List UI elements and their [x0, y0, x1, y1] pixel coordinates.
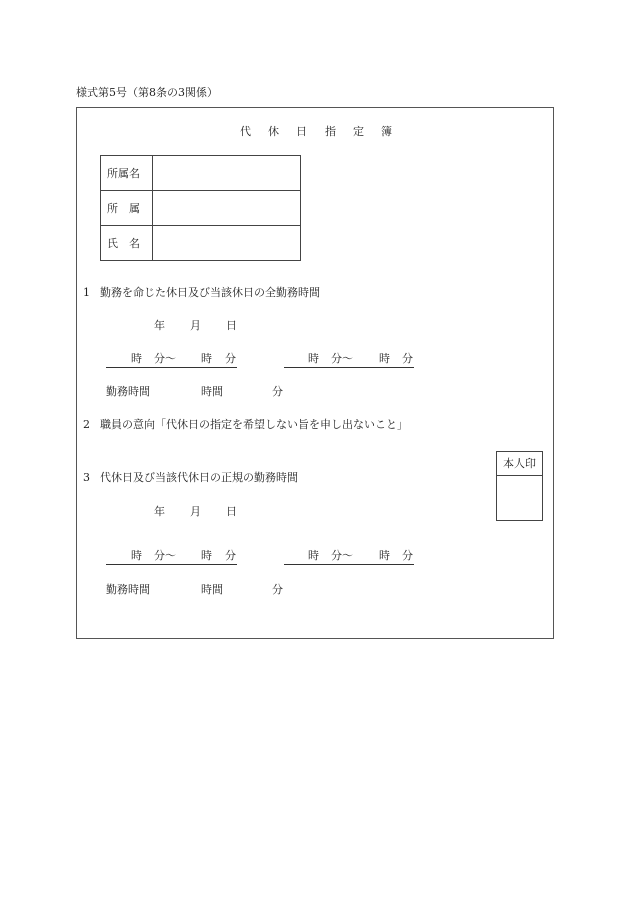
section3-work-minutes-unit: 分: [272, 583, 283, 596]
title-char-5: 定: [353, 125, 364, 138]
section2-text: 職員の意向「代休日の指定を希望しない旨を申し出ないこと」: [100, 418, 408, 431]
info-row-department: [101, 156, 301, 191]
section2-number: 2: [83, 418, 90, 431]
section3-number: 3: [83, 471, 90, 484]
affiliation-field[interactable]: [153, 191, 301, 226]
section1-work-hours-unit: 時間: [201, 385, 223, 398]
section1-work-minutes-unit: 分: [272, 385, 283, 398]
section3-work-time-label: 勤務時間: [106, 583, 150, 596]
section3-heading: 代休日及び当該代休日の正規の勤務時間: [100, 471, 298, 484]
name-field[interactable]: [153, 226, 301, 261]
section3-range1-start-min: 分〜: [154, 549, 176, 562]
section1-range2-end-min: 分: [402, 352, 413, 365]
name-label: 氏 名: [101, 226, 153, 261]
section1-range1-start-min: 分〜: [154, 352, 176, 365]
title-char-1: 代: [240, 125, 251, 138]
info-row-name: [101, 226, 301, 261]
affiliation-label: 所 属: [101, 191, 153, 226]
department-name-label: 所属名: [101, 156, 153, 191]
personal-seal-label: 本人印: [497, 452, 542, 476]
section3-range1-underline: [106, 564, 237, 565]
section3-work-hours-unit: 時間: [201, 583, 223, 596]
personal-seal-box[interactable]: [496, 451, 543, 521]
section3-range1-end-hour: 時: [201, 549, 212, 562]
info-row-affiliation: [101, 191, 301, 226]
section3-range2-start-hour: 時: [308, 549, 319, 562]
section1-range2-end-hour: 時: [379, 352, 390, 365]
title-char-4: 指: [325, 125, 336, 138]
section3-range2-underline: [284, 564, 414, 565]
section1-range1-end-hour: 時: [201, 352, 212, 365]
section1-day: 日: [226, 319, 237, 332]
section1-range2-underline: [284, 367, 414, 368]
section3-range2-end-min: 分: [402, 549, 413, 562]
section3-range1-start-hour: 時: [131, 549, 142, 562]
section3-range2-start-min: 分〜: [331, 549, 353, 562]
section1-range1-underline: [106, 367, 237, 368]
section3-range2-end-hour: 時: [379, 549, 390, 562]
title-char-3: 日: [296, 125, 307, 138]
section1-heading: 勤務を命じた休日及び当該休日の全勤務時間: [100, 286, 320, 299]
section3-year: 年: [154, 505, 165, 518]
section3-day: 日: [226, 505, 237, 518]
section3-range1-end-min: 分: [225, 549, 236, 562]
title-char-2: 休: [268, 125, 279, 138]
section1-range2-start-min: 分〜: [331, 352, 353, 365]
section1-range1-start-hour: 時: [131, 352, 142, 365]
section3-month: 月: [190, 505, 201, 518]
section1-month: 月: [190, 319, 201, 332]
section1-number: 1: [83, 286, 90, 299]
title-char-6: 簿: [381, 125, 392, 138]
info-table: [100, 155, 301, 261]
department-name-field[interactable]: [153, 156, 301, 191]
section1-range1-end-min: 分: [225, 352, 236, 365]
section1-work-time-label: 勤務時間: [106, 385, 150, 398]
section1-year: 年: [154, 319, 165, 332]
form-number-note: 様式第5号（第8条の3関係）: [76, 86, 218, 99]
section1-range2-start-hour: 時: [308, 352, 319, 365]
